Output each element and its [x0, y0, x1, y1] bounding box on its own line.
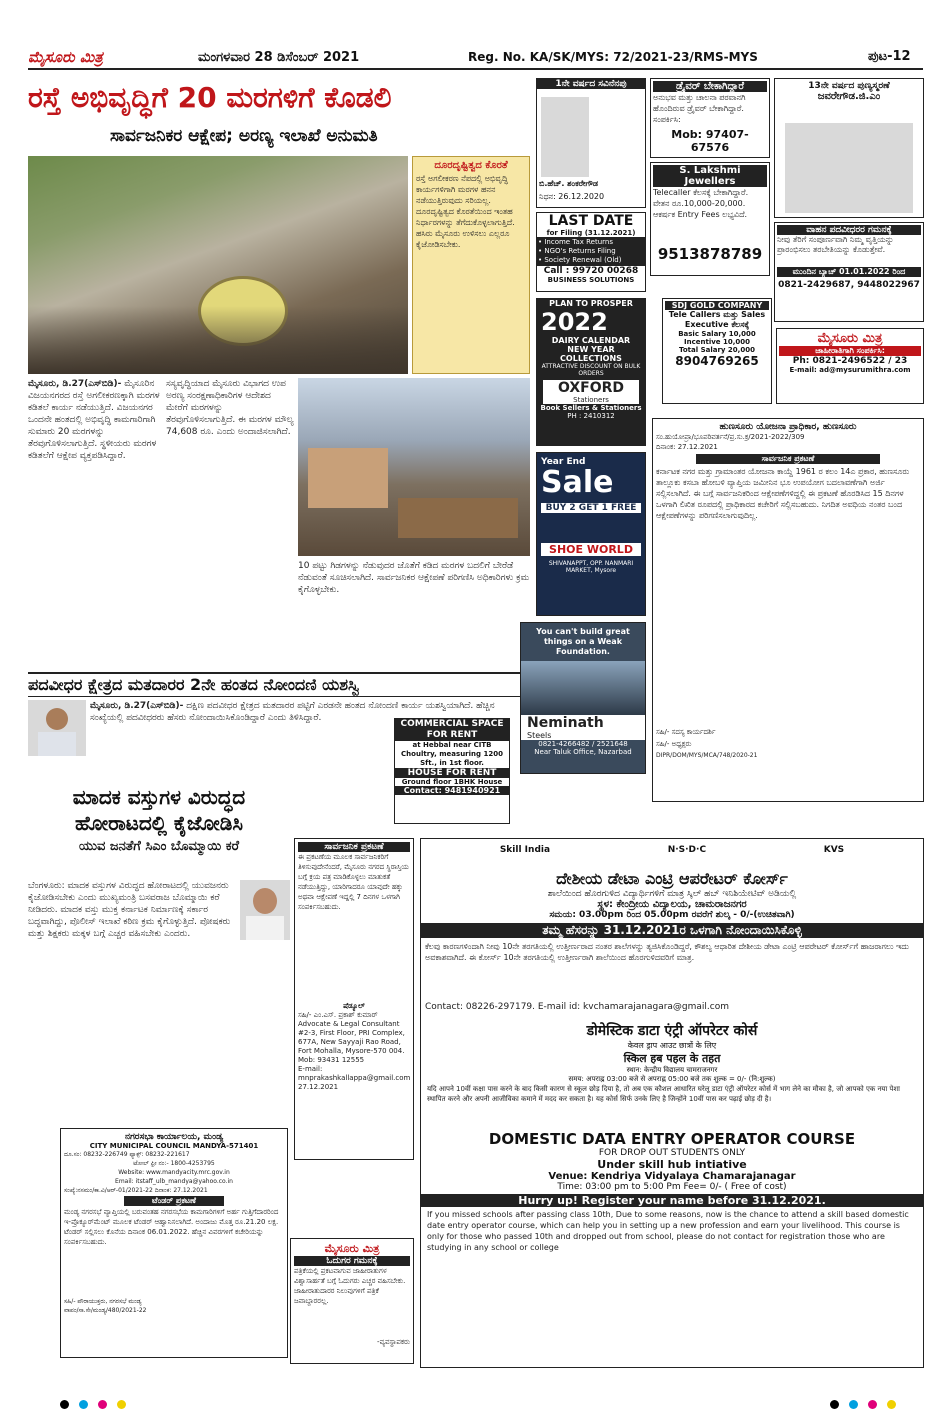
ad-skill-logos — [421, 839, 923, 861]
story2-headline: ಪದವೀಧರ ಕ್ಷೇತ್ರದ ಮತದಾರರ 2ನೇ ಹಂತದ ನೋಂದಣಿ ಯಶಸ್ವಿ — [28, 672, 533, 697]
ad-gold-phone: 8904769265 — [675, 354, 759, 368]
notice-mandya-footer: ವಾಪಂ/ಸಾ.ಸೇ/ಮಂಡ್ಯ/480/2021-22 — [64, 1307, 147, 1314]
story3-headline2: ಹೋರಾಟದಲ್ಲಿ ಕೈಜೋಡಿಸಿ — [74, 811, 244, 835]
ad-calendar-ph: PH : 2410312 — [567, 412, 615, 420]
ad-lastdate-items — [537, 237, 645, 266]
ad-gold-salary1: Basic Salary 10,000 — [678, 330, 756, 338]
notice-mandya-english: CITY MUNICIPAL COUNCIL MANDYA-571401 — [89, 1142, 259, 1150]
ad-mm-ph: Ph: 0821-2496522 / 23 — [792, 356, 908, 366]
ad-mm-email: E-mail: ad@mysurumithra.com — [789, 366, 911, 374]
skill-india-logo: Skill India — [499, 845, 551, 855]
story3 — [28, 784, 290, 1124]
ad-calendar-title: DAIRY CALENDAR — [551, 336, 631, 345]
skill-body-en: If you missed schools after passing class 10th, Due to some reasons, now is the chance to attend a skill based domestic date entry operator course, which can help you in setting up a new profession and earn your livelihood. This course is only for those who passed 10th and dropped out from school, please do not contact for registration those who are studying in any school or college — [427, 1210, 909, 1252]
registration-dot — [98, 1400, 107, 1409]
skill-body-hi: यदि आपने 10वीं कक्षा पास करने के बाद किसी कारण से स्कूल छोड़ दिया है, तो अब एक कौशल आधारित घरेलू डाटा एंट्री ऑपरेटर कोर्स में भाग लेने का मौका है, जो आपको एक नया पेशा स्थापित करने और अपनी आजीविका कमाने में मदद कर सकता है। यह कोर्स सिर्फ उनके लिए है जिन्होंने 10वीं पास कर पढ़ाई छोड़ दी है। — [427, 1085, 900, 1103]
ad-anniversary — [536, 78, 646, 208]
ad-anniversary-name: ಬಿ.ಹೆಚ್. ಶಂಕರೇಗೌಡ — [539, 179, 598, 188]
masthead-logo: ಮೈಸೂರು ಮಿತ್ರ — [28, 48, 103, 66]
notice-mandya-title: ಟೆಂಡರ್ ಪ್ರಕಟಣೆ — [124, 1196, 224, 1206]
ad-lastdate-footer: BUSINESS SOLUTIONS — [547, 276, 635, 284]
ad-rent-contact: Contact: 9481940921 — [395, 786, 509, 795]
lead-photo — [28, 156, 408, 374]
ad-death-anniv-name: ಜವರೇಗೌಡ.ಜಿ.ಎಂ — [817, 91, 881, 102]
ad-vehicle-body: ನೀವು ತೆರಿಗೆ ಸಂಪೂರ್ಣವಾಗಿ ನಿಮ್ಮ ವೃತ್ತಿಯನ್ನು ಪ್ರಾರಂಭಿಸಲು ತರಬೇತಿಯನ್ನು ಕೊಡುತ್ತೇವೆ. — [777, 235, 894, 254]
ad-calendar-top: PLAN TO PROSPER — [549, 299, 633, 308]
notice-public-title: ಸಾರ್ವಜನಿಕ ಪ್ರಕಟಣೆ — [298, 842, 410, 852]
lead-dateline: ಮೈಸೂರು, ಡಿ.27(ಎಸ್‌ಬಿಡಿ)- — [28, 379, 122, 389]
notice-mandya-toll: ಟೋಲ್ ಫ್ರೀ ನಂ:- 1800-4253795 — [133, 1160, 215, 1167]
notice-huda-ref: ಸಂ.ಹುಯೋಪ್ರಾ/ಭೂಪರಿವರ್ತನೆ/ಪ್ರ.ಸು.ಕ್ರ/2021-2022/309 — [656, 433, 805, 441]
masthead-date: ಮಂಗಳವಾರ 28 ಡಿಸೆಂಬರ್ 2021 — [198, 50, 360, 65]
masthead — [28, 46, 923, 70]
ad-lakshmi-body: Telecaller ಕೆಲಸಕ್ಕೆ ಬೇಕಾಗಿದ್ದಾರೆ. ವೇತನ ರೂ.10,000-20,000. ಆಕರ್ಷಕ Entry Fees ಲಭ್ಯವಿದೆ. — [653, 188, 749, 219]
ad-mm-line: ಜಾಹೀರಾತಿಗಾಗಿ ಸಂಪರ್ಕಿಸಿ: — [779, 346, 921, 356]
ad-mm-logo: ಮೈಸೂರು ಮಿತ್ರ — [817, 331, 883, 346]
ad-anniversary-title: 1ನೇ ವರ್ಷದ ಸವಿನೆನಪು — [537, 79, 645, 89]
kvs-logo: KVS — [823, 845, 845, 855]
ad-lakshmi-title: S. Lakshmi Jewellers — [653, 165, 767, 187]
notice-readers-title: ಓದುಗರ ಗಮನಕ್ಕೆ — [294, 1256, 410, 1266]
lead-subhead: ಸಾರ್ವಜನಿಕರ ಆಕ್ಷೇಪ; ಅರಣ್ಯ ಇಲಾಖೆ ಅನುಮತಿ — [110, 126, 378, 146]
ad-sale-big: Sale — [541, 465, 614, 500]
notice-mandya-body: ಮಂಡ್ಯ ನಗರಸಭೆ ವ್ಯಾಪ್ತಿಯಲ್ಲಿ ಬರುವಂತಹ ನಗರಸಭೆಯ ಕಾಮಗಾರಿಗಳಿಗೆ ಅರ್ಹ ಗುತ್ತಿಗೆದಾರರಿಂದ ಇ-ಪ್ರೊಕ್ಯೂರ್‌ಮೆಂಟ್ ಮೂಲಕ ಟೆಂಡರ್ ಆಹ್ವಾನಿಸಲಾಗಿದೆ. ಅಂದಾಜು ಮೊತ್ತ ರೂ.21.20 ಲಕ್ಷ. ಟೆಂಡರ್ ಸಲ್ಲಿಸಲು ಕೊನೆಯ ದಿನಾಂಕ 06.01.2022. ಹೆಚ್ಚಿನ ವಿವರಗಳಿಗೆ ಕಚೇರಿಯನ್ನು ಸಂಪರ್ಕಿಸಬಹುದು. — [64, 1208, 279, 1246]
ad-rent-title: COMMERCIAL SPACE FOR RENT — [395, 719, 509, 741]
ad-calendar-footer: Book Sellers & Stationers — [540, 404, 642, 412]
ad-death-anniv-photo — [785, 123, 913, 213]
nsdc-logo: N·S·D·C — [667, 845, 707, 855]
masthead-page: ಪುಟ-12 — [868, 49, 911, 64]
registration-dot — [868, 1400, 877, 1409]
notice-huda-sig2: ಸಹಿ/- ಅಧ್ಯಕ್ಷರು — [656, 740, 692, 748]
ad-steel-phone: 0821-4266482 / 2521648 — [538, 740, 628, 748]
registration-dot — [60, 1400, 69, 1409]
ad-vehicle — [774, 222, 924, 322]
ad-lastdate-call: Call : 99720 00268 — [543, 266, 639, 276]
ad-rent — [394, 718, 510, 824]
skill-venue-en: Venue: Kendriya Vidyalaya Chamarajanagar — [548, 1171, 796, 1182]
ad-steel-bridge — [521, 661, 645, 715]
ad-rent-body: at Hebbal near CITB Choultry, measuring 1200 Sft., in 1st floor. — [401, 741, 503, 767]
footer-dots-left — [60, 1400, 126, 1409]
ad-vehicle-phones: 0821-2429687, 9448022967 — [778, 280, 920, 290]
lead-headline: ರಸ್ತೆ ಅಭಿವೃದ್ಧಿಗೆ 20 ಮರಗಳಿಗೆ ಕೊಡಲಿ — [28, 81, 392, 114]
skill-title-hi: डोमेस्टिक डाटा एंट्री ऑपरेटर कोर्स — [586, 1023, 758, 1039]
skill-body-kn: ಕೆಲವು ಕಾರಣಗಳಿಂದಾಗಿ ನೀವು 10ನೇ ತರಗತಿಯಲ್ಲಿ ಉತ್ತೀರ್ಣರಾದ ನಂತರ ಶಾಲೆಗಳನ್ನು ತ್ಯಜಿಸಿಕೊಂಡಿದ್ದರೆ, ಕೌಶಲ್ಯ ಆಧಾರಿತ ದೇಶೀಯ ಡೇಟಾ ಎಂಟ್ರಿ ಆಪರೇಟರ್ ಕೋರ್ಸ್‌ಗೆ ಹಾಜರಾಗಲು ಇದು ಅವಕಾಶವಾಗಿದೆ. ಈ ಕೋರ್ಸ್ 10ನೇ ತರಗತಿಯಲ್ಲಿ ಉತ್ತೀರ್ಣರಾಗಿ ಶಾಲೆಯಿಂದ ಹೊರಗುಳಿದವರಿಗೆ ಮಾತ್ರ. — [425, 942, 909, 962]
notice-huda-footer: DIPR/DOM/MYS/MCA/748/2020-21 — [656, 752, 758, 759]
ad-gold-salary3: Total Salary 20,000 — [679, 346, 755, 354]
notice-public-addr: #2-3, First Floor, PRI Complex, 677A, New Sayyaji Rao Road, Fort Mohalla, Mysore-570 004. Mob: 93431 12555 — [298, 1029, 405, 1064]
ad-death-anniv — [774, 78, 924, 218]
ad-vehicle-title: ವಾಹನ ಪದವೀಧರರ ಗಮನಕ್ಕೆ — [777, 225, 921, 235]
ad-steel-tagline: You can't build great things on a Weak Foundation. — [536, 627, 630, 656]
registration-dot — [79, 1400, 88, 1409]
registration-dot — [849, 1400, 858, 1409]
skill-title-kn: ದೇಶೀಯ ಡೇಟಾ ಎಂಟ್ರಿ ಆಪರೇಟರ್ ಕೋರ್ಸ್ — [556, 869, 788, 888]
ad-driver — [650, 78, 770, 158]
ad-sale-brand: SHOE WORLD — [541, 543, 641, 556]
ad-calendar-collections: NEW YEAR COLLECTIONS — [560, 345, 622, 363]
notice-huda-header: ಹುಣಸೂರು ಯೋಜನಾ ಪ್ರಾಧಿಕಾರ, ಹುಣಸೂರು — [719, 422, 857, 432]
ad-gold-line1: Tele Callers ಮತ್ತು Sales — [668, 310, 766, 319]
ad-rent-house-body: Ground floor 1BHK House — [401, 778, 503, 786]
ad-anniversary-date: ನಿಧನ: 26.12.2020 — [539, 192, 605, 201]
ad-sale-addr: SHIVANAPPT, OPP. NANMARI MARKET, Mysore — [548, 560, 634, 574]
ad-gold — [662, 298, 772, 404]
lead-body-col1 — [28, 378, 161, 660]
notice-mandya-email: Email: itstaff_ulb_mandya@yahoo.co.in — [115, 1178, 233, 1185]
ad-mysurumithra — [776, 328, 924, 404]
notice-public — [294, 838, 414, 1160]
notice-huda-title: ಸಾರ್ವಜನಿಕ ಪ್ರಕಟಣೆ — [696, 454, 880, 464]
ad-lastdate — [536, 212, 646, 292]
ad-anniversary-photo — [541, 97, 589, 177]
ad-lastdate-title: LAST DATE — [548, 213, 634, 229]
notice-huda-date: ದಿನಾಂಕ: 27.12.2021 — [656, 443, 718, 451]
registration-dot — [887, 1400, 896, 1409]
notice-public-sched: ಷೆಡ್ಯೂಲ್ — [343, 1002, 365, 1010]
masthead-reg: Reg. No. KA/SK/MYS: 72/2021-23/RMS-MYS — [468, 50, 758, 64]
skill-sub-hi2: स्किल हब पहल के तहत — [623, 1052, 721, 1065]
notice-mandya-header: ನಗರಸಭಾ ಕಾರ್ಯಾಲಯ, ಮಂಡ್ಯ — [124, 1132, 224, 1142]
ad-lakshmi-phone: 9513878789 — [657, 245, 763, 263]
notice-readers-signer: -ವ್ಯವಸ್ಥಾಪಕರು — [377, 1338, 410, 1346]
notice-readers — [290, 1238, 414, 1364]
notice-mandya-phone: ದೂ.ಸಂ: 08232-226749 ಫ್ಯಾಕ್ಸ್: 08232-221617 — [64, 1151, 190, 1158]
ad-lastdate-item: • Income Tax Returns — [538, 238, 613, 246]
notice-huda-sig1: ಸಹಿ/- ಸದಸ್ಯ ಕಾರ್ಯದರ್ಶಿ — [656, 728, 716, 736]
ad-calendar-brand: OXFORD — [543, 380, 639, 396]
ad-driver-title: ಡ್ರೈವರ್ ಬೇಕಾಗಿದ್ದಾರೆ — [653, 81, 767, 92]
skill-sub-en1: FOR DROP OUT STUDENTS ONLY — [598, 1148, 746, 1158]
story2-photo — [28, 700, 86, 756]
ad-lakshmi — [650, 162, 770, 276]
notice-huda-body: ಕರ್ನಾಟಕ ನಗರ ಮತ್ತು ಗ್ರಾಮಾಂತರ ಯೋಜನಾ ಕಾಯ್ದೆ 1961 ರ ಕಲಂ 14ಎ ಪ್ರಕಾರ, ಹುಣಸೂರು ತಾಲ್ಲೂಕು ಕಸಬಾ ಹೋಬಳಿ ವ್ಯಾಪ್ತಿಯ ಜಮೀನಿನ ಭೂ ಉಪಯೋಗ ಬದಲಾವಣೆಗಾಗಿ ಅರ್ಜಿ ಸಲ್ಲಿಸಲಾಗಿದೆ. ಈ ಬಗ್ಗೆ ಸಾರ್ವಜನಿಕರಿಂದ ಆಕ್ಷೇಪಣೆಗಳಿದ್ದಲ್ಲಿ ಈ ಪ್ರಕಟಣೆ ಹೊರಡಿಸಿದ 15 ದಿನಗಳ ಒಳಗಾಗಿ ಲಿಖಿತ ರೂಪದಲ್ಲಿ ಪ್ರಾಧಿಕಾರದ ಕಚೇರಿಗೆ ಸಲ್ಲಿಸಬಹುದು. ನಿಗದಿತ ಅವಧಿಯ ನಂತರ ಬಂದ ಆಕ್ಷೇಪಣೆಗಳನ್ನು ಪರಿಗಣಿಸಲಾಗುವುದಿಲ್ಲ. — [656, 467, 910, 520]
notice-mandya-signer: ಸಹಿ/- ಪೌರಾಯುಕ್ತರು, ನಗರಸಭೆ ಮಂಡ್ಯ — [64, 1298, 142, 1305]
skill-venue-kn: ಸ್ಥಳ: ಕೇಂದ್ರೀಯ ವಿದ್ಯಾಲಯ, ಚಾಮರಾಜನಗರ — [597, 899, 747, 910]
notice-public-date: 27.12.2021 — [298, 1083, 339, 1091]
ad-calendar-sub: Stationers — [543, 396, 639, 404]
notice-mandya — [60, 1128, 288, 1358]
footer-dots-right — [830, 1400, 896, 1409]
skill-venue-hi: स्थान: केन्द्रीय विद्यालय चामराजनगर — [626, 1066, 718, 1074]
sidebar-box — [412, 156, 530, 374]
notice-readers-body: ಪತ್ರಿಕೆಯಲ್ಲಿ ಪ್ರಕಟವಾಗುವ ಜಾಹೀರಾತುಗಳ ವಿಶ್ವಾಸಾರ್ಹತೆ ಬಗ್ಗೆ ಓದುಗರು ಎಚ್ಚರ ವಹಿಸಬೇಕು. ಜಾಹೀರಾತುದಾರರ ನಿಲುವುಗಳಿಗೆ ಪತ್ರಿಕೆ ಜವಾಬ್ದಾರರಲ್ಲ. — [294, 1267, 406, 1305]
skill-sub-en2: Under skill hub intiative — [597, 1158, 747, 1171]
skill-hurry-en: Hurry up! Register your name before 31.12.2021. — [421, 1194, 923, 1207]
ad-gold-line2: Executive ಕೆಲಸಕ್ಕೆ — [684, 320, 750, 329]
sidebar-box-body: ರಸ್ತೆ ಅಗಲೀಕರಣ ನೆಪದಲ್ಲಿ ಅಭಿವೃದ್ಧಿ ಕಾರ್ಯಗಳಿಗಾಗಿ ಮರಗಳ ಹನನ ನಡೆಯುತ್ತಿರುವುದು ಸರಿಯಲ್ಲ. ದೂರದೃಷ್ಟಿತ್ವದ ಕೊರತೆಯಿಂದ ಇಂತಹ ನಿರ್ಧಾರಗಳನ್ನು ತೆಗೆದುಕೊಳ್ಳಲಾಗುತ್ತಿದೆ. ಹಸಿರು ಮೈಸೂರು ಉಳಿಸಲು ಎಲ್ಲರೂ ಕೈಜೋಡಿಸಬೇಕು. — [416, 174, 515, 249]
notice-public-signer: ಸಹಿ/- ಎಂ.ಎಸ್. ಪ್ರಕಾಶ್ ಕುಮಾರ್ — [298, 1011, 378, 1019]
ad-steel-addr: Near Taluk Office, Nazarbad — [534, 748, 632, 756]
ad-steel-sub: Steels — [521, 731, 645, 740]
notice-public-email: E-mail: mnprakashkallappa@gmail.com — [298, 1065, 410, 1082]
skill-hurry-kn: ತಮ್ಮ ಹೆಸರನ್ನು 31.12.2021ರ ಒಳಗಾಗಿ ನೋಂದಾಯಿಸಿಕೊಳ್ಳಿ — [421, 923, 923, 938]
ad-rent-house: HOUSE FOR RENT — [395, 768, 509, 778]
skill-time-en: Time: 03:00 pm to 5:00 Pm Fee= 0/- ( Free of cost) — [557, 1182, 787, 1192]
ad-calendar — [536, 298, 646, 446]
ad-driver-mob: Mob: 97407-67576 — [671, 128, 749, 154]
notice-public-role: Advocate & Legal Consultant — [298, 1020, 400, 1028]
ad-calendar-discount: ATTRACTIVE DISCOUNT ON BULK ORDERS — [541, 363, 641, 377]
skill-time-hi: समय: अपराह्न 03:00 बजे से अपराह्न 05:00 बजे तक शुल्क = 0/- (नि:शुल्क) — [568, 1075, 776, 1083]
story3-photo — [240, 880, 290, 940]
notice-public-body: ಈ ಪ್ರಕಟಣೆಯ ಮೂಲಕ ಸಾರ್ವಜನಿಕರಿಗೆ ತಿಳಿಸುವುದೇನೆಂದರೆ, ಮೈಸೂರು ನಗರದ ಸ್ಥಿರಾಸ್ತಿಯ ಬಗ್ಗೆ ಕ್ರಯ ಪತ್ರ ಮಾಡಿಕೊಳ್ಳಲು ಮಾತುಕತೆ ನಡೆಯುತ್ತಿದ್ದು, ಯಾರಿಗಾದರೂ ಯಾವುದೇ ಹಕ್ಕು ಅಥವಾ ಆಕ್ಷೇಪಣೆ ಇದ್ದಲ್ಲಿ 7 ದಿನಗಳ ಒಳಗಾಗಿ ಸಂಪರ್ಕಿಸಬಹುದು. — [298, 853, 409, 911]
ad-death-anniv-title: 13ನೇ ವರ್ಷದ ಪುಣ್ಯಸ್ಮರಣೆ — [808, 81, 890, 91]
ad-steel — [520, 622, 646, 774]
story2-dateline: ಮೈಸೂರು, ಡಿ.27(ಎಸ್‌ಬಿಡಿ)- — [90, 701, 184, 711]
ad-gold-title: SDJ GOLD COMPANY — [665, 301, 769, 310]
ad-skill — [420, 838, 924, 1368]
lead-photo2 — [298, 378, 530, 556]
sidebar-box-title: ದೂರದೃಷ್ಟಿತ್ವದ ಕೊರತೆ — [434, 160, 508, 171]
notice-huda — [652, 418, 924, 802]
ad-lastdate-sub: for Filing (31.12.2021) — [546, 229, 636, 237]
skill-sub-hi1: केवल ड्राप आउट छात्रों के लिए — [627, 1041, 717, 1050]
notice-mandya-web: Website: www.mandyacity.mrc.gov.in — [118, 1169, 230, 1176]
story3-subhead: ಯುವ ಜನತೆಗೆ ಸಿಎಂ ಬೊಮ್ಮಾಯಿ ಕರೆ — [78, 839, 240, 854]
ad-driver-body: ಅನುಭವ ಮತ್ತು ಚಾಲನಾ ಪರವಾನಗಿ ಹೊಂದಿರುವ ಡ್ರೈವರ್ ಬೇಕಾಗಿದ್ದಾರೆ. ಸಂಪರ್ಕಿಸಿ: — [653, 93, 746, 124]
ad-lastdate-item: • Society Renewal (Old) — [538, 256, 622, 264]
ad-vehicle-date: ಮುಂದಿನ ಬ್ಯಾಚ್ 01.01.2022 ರಿಂದ — [777, 267, 921, 277]
ad-calendar-year: 2022 — [541, 308, 608, 336]
lead-body1: ಮೈಸೂರಿನ ವಿಜಯನಗರದ ರಸ್ತೆ ಅಗಲೀಕರಣಕ್ಕಾಗಿ ಮರಗಳ ಕಡಿತಲೆ ಕಾರ್ಯ ನಡೆಯುತ್ತಿದೆ. ವಿಜಯನಗರ ಒಂದನೇ ಹಂತದಲ್ಲಿ ಅಭಿವೃದ್ಧಿ ಕಾಮಗಾರಿಗಾಗಿ ಸುಮಾರು 20 ಮರಗಳನ್ನು ತೆರವುಗೊಳಿಸಲಾಗುತ್ತಿದೆ. ಸ್ಥಳೀಯರು ಮರಗಳ ಕಡಿತಲೆಗೆ ಆಕ್ಷೇಪ ವ್ಯಕ್ತಪಡಿಸಿದ್ದಾರೆ. — [28, 379, 160, 461]
lead-body2: ಸಸ್ಯವೃದ್ಧಿಯಾದ ಮೈಸೂರು ವಿಭಾಗದ ಉಪ ಅರಣ್ಯ ಸಂರಕ್ಷಣಾಧಿಕಾರಿಗಳ ಆದೇಶದ ಮೇರೆಗೆ ಮರಗಳನ್ನು ತೆರವುಗೊಳಿಸಲಾಗುತ್ತಿದೆ. ಈ ಮರಗಳ ಮೌಲ್ಯ 74,608 ರೂ. ಎಂದು ಅಂದಾಜಿಸಲಾಗಿದೆ. — [166, 379, 294, 437]
story3-headline1: ಮಾದಕ ವಸ್ತುಗಳ ವಿರುದ್ಧದ — [72, 785, 246, 809]
ad-sale-offer: BUY 2 GET 1 FREE — [541, 503, 641, 513]
story3-body: ಬೆಂಗಳೂರು: ಮಾದಕ ವಸ್ತುಗಳ ವಿರುದ್ಧದ ಹೋರಾಟದಲ್ಲಿ ಯುವಜನರು ಕೈಜೋಡಿಸಬೇಕು ಎಂದು ಮುಖ್ಯಮಂತ್ರಿ ಬಸವರಾಜ ಬೊಮ್ಮಾಯಿ ಕರೆ ನೀಡಿದರು. ಮಾದಕ ವಸ್ತು ಮುಕ್ತ ಕರ್ನಾಟಕ ನಿರ್ಮಾಣಕ್ಕೆ ಸರ್ಕಾರ ಬದ್ಧವಾಗಿದ್ದು, ಪೊಲೀಸ್ ಇಲಾಖೆ ಕಠಿಣ ಕ್ರಮ ಕೈಗೊಳ್ಳುತ್ತಿದೆ. ಪೋಷಕರು ಮತ್ತು ಶಿಕ್ಷಕರು ಮಕ್ಕಳ ಬಗ್ಗೆ ಎಚ್ಚರ ವಹಿಸಬೇಕು ಎಂದರು. — [28, 881, 231, 939]
notice-mandya-ref: ಸಂಖ್ಯೆ:ನಸಮಂ/ಕಾ.ವಿ/ಆರ್-01/2021-22 ದಿನಾಂಕ: 27.12.2021 — [64, 1187, 208, 1194]
skill-title-en: DOMESTIC DATA ENTRY OPERATOR COURSE — [488, 1130, 856, 1148]
registration-dot — [117, 1400, 126, 1409]
lead-body3: 10 ಪಟ್ಟು ಗಿಡಗಳನ್ನು ನೆಡುವುದರ ಜೊತೆಗೆ ಕಡಿದ ಮರಗಳ ಬದಲಿಗೆ ಬೇರೆಡೆ ನೆಡುವಂತೆ ಸೂಚಿಸಲಾಗಿದೆ. ಸಾರ್ವಜನಿಕರ ಆಕ್ಷೇಪಣೆ ಪರಿಗಣಿಸಿ ಅಧಿಕಾರಿಗಳು ಕ್ರಮ ಕೈಗೊಳ್ಳಬೇಕು. — [298, 561, 530, 595]
skill-contact: Contact: 08226-297179. E-mail id: kvchamarajanagara@gmail.com — [425, 1002, 730, 1012]
ad-sale-line1: Year End — [541, 457, 586, 467]
story2-text: ದಕ್ಷಿಣ ಪದವೀಧರ ಕ್ಷೇತ್ರದ ಮತದಾರರ ಪಟ್ಟಿಗೆ ಎರಡನೇ ಹಂತದ ನೋಂದಣಿ ಕಾರ್ಯ ಯಶಸ್ವಿಯಾಗಿದೆ. ಹೆಚ್ಚಿನ ಸಂಖ್ಯೆಯಲ್ಲಿ ಪದವೀಧರರು ಹೆಸರು ನೋಂದಾಯಿಸಿಕೊಂಡಿದ್ದಾರೆ ಎಂದು ತಿಳಿಸಿದ್ದಾರೆ. — [90, 701, 495, 723]
ad-gold-salary2: Incentive 10,000 — [684, 338, 750, 346]
ad-sale — [536, 452, 646, 616]
ad-steel-brand: Neminath — [521, 715, 645, 731]
ad-lastdate-item: • NGO's Returns Filing — [538, 247, 616, 255]
skill-sub-kn: ಶಾಲೆಯಿಂದ ಹೊರಗುಳಿದ ವಿದ್ಯಾರ್ಥಿಗಳಿಗೆ ಮಾತ್ರ ಸ್ಕಿಲ್ ಹಬ್ ಇನಿಶಿಯೇಟಿವ್ ಅಡಿಯಲ್ಲಿ — [547, 889, 797, 899]
registration-dot — [830, 1400, 839, 1409]
skill-time-kn: ಸಮಯ: 03.00pm ರಿಂದ 05.00pm ರವರೆಗೆ ಶುಲ್ಕ - 0/-(ಉಚಿತವಾಗಿ) — [549, 910, 795, 920]
notice-readers-logo: ಮೈಸೂರು ಮಿತ್ರ — [324, 1242, 380, 1255]
